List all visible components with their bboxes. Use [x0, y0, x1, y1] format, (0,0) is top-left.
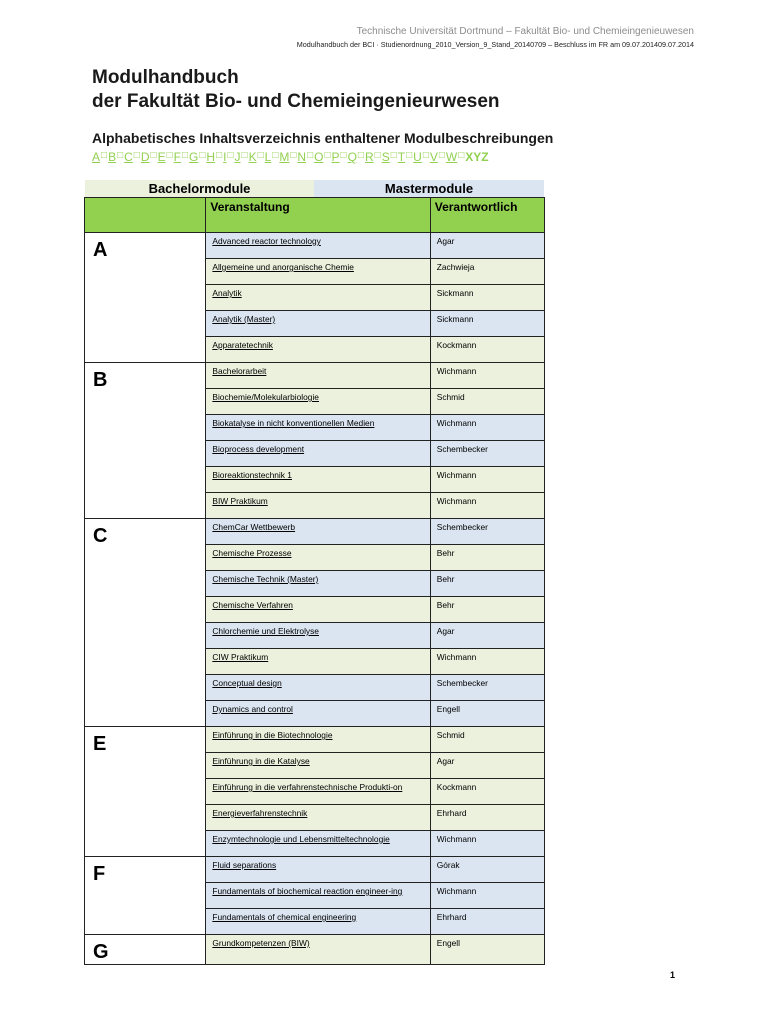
index-separator: □: [357, 150, 364, 161]
index-separator: □: [340, 150, 347, 161]
course-link[interactable]: Energieverfahrenstechnik: [212, 808, 308, 818]
index-letter-g[interactable]: G: [189, 150, 199, 164]
group-letter: B: [85, 363, 206, 519]
index-letter-b[interactable]: B: [108, 150, 117, 164]
index-letter-e[interactable]: E: [157, 150, 166, 164]
page-number: 1: [670, 970, 676, 980]
document-title: [92, 66, 500, 114]
course-link[interactable]: Bachelorarbeit: [212, 366, 267, 376]
course-link[interactable]: ChemCar Wettbewerb: [212, 522, 296, 532]
group-letter: E: [85, 727, 206, 857]
header-subline: Modulhandbuch der BCI · Studienordnung_2010_Version_9_Stand_20140709 – Beschluss im FR am 09.07.201409.07.2014: [296, 40, 694, 49]
course-cell: [206, 233, 430, 259]
index-letter-l[interactable]: L: [264, 150, 272, 164]
course-cell: [206, 675, 430, 701]
responsible-cell: Wichmann: [430, 649, 544, 675]
alphabet-index: [92, 150, 489, 164]
course-link[interactable]: Conceptual design: [212, 678, 282, 688]
course-link[interactable]: BIW Praktikum: [212, 496, 268, 506]
course-cell: [206, 441, 430, 467]
index-letter-c[interactable]: C: [124, 150, 133, 164]
responsible-cell: Kockmann: [430, 337, 544, 363]
title-line-2: der Fakultät Bio- und Chemieingenieurwesen: [92, 91, 500, 112]
responsible-cell: Zachwieja: [430, 259, 544, 285]
course-cell: [206, 753, 430, 779]
responsible-cell: Schmid: [430, 389, 544, 415]
course-cell: [206, 701, 430, 727]
index-letter-o[interactable]: O: [314, 150, 324, 164]
index-separator: □: [406, 150, 413, 161]
course-link[interactable]: Einführung in die Biotechnologie: [212, 730, 333, 740]
course-cell: [206, 909, 430, 935]
course-cell: [206, 285, 430, 311]
index-separator: □: [272, 150, 279, 161]
index-separator: □: [150, 150, 157, 161]
table-header-row: [85, 198, 545, 233]
course-link[interactable]: Biochemie/Molekularbiologie: [212, 392, 319, 402]
course-cell: [206, 805, 430, 831]
course-link[interactable]: Chlorchemie und Elektrolyse: [212, 626, 319, 636]
index-separator: □: [324, 150, 331, 161]
table-row: [85, 363, 545, 389]
course-link[interactable]: Enzymtechnologie und Lebensmitteltechnologie: [212, 834, 390, 844]
responsible-cell: Agar: [430, 623, 544, 649]
course-cell: [206, 649, 430, 675]
course-cell: [206, 415, 430, 441]
course-link[interactable]: Fluid separations: [212, 860, 277, 870]
index-separator: □: [227, 150, 234, 161]
index-separator: □: [438, 150, 445, 161]
responsible-cell: Wichmann: [430, 415, 544, 441]
index-letter-t[interactable]: T: [397, 150, 406, 164]
table-row: [85, 519, 545, 545]
header-responsible: Verantwortlich: [430, 198, 544, 233]
group-letter: F: [85, 857, 206, 935]
responsible-cell: Behr: [430, 597, 544, 623]
course-cell: [206, 831, 430, 857]
index-letter-f[interactable]: F: [173, 150, 181, 164]
course-link[interactable]: Biokatalyse in nicht konventionellen Medien: [212, 418, 375, 428]
course-link[interactable]: Analytik (Master): [212, 314, 276, 324]
responsible-cell: Engell: [430, 701, 544, 727]
index-letter-s[interactable]: S: [381, 150, 390, 164]
index-separator: □: [117, 150, 124, 161]
group-letter: A: [85, 233, 206, 363]
index-separator: □: [422, 150, 429, 161]
responsible-cell: Wichmann: [430, 363, 544, 389]
course-link[interactable]: Dynamics and control: [212, 704, 293, 714]
index-separator: □: [307, 150, 314, 161]
responsible-cell: Agar: [430, 753, 544, 779]
course-link[interactable]: Bioreaktionstechnik 1: [212, 470, 292, 480]
index-letter-p[interactable]: P: [331, 150, 340, 164]
course-cell: [206, 597, 430, 623]
table-row: [85, 857, 545, 883]
index-letter-m[interactable]: M: [279, 150, 290, 164]
table-row: [85, 935, 545, 965]
index-separator: □: [458, 150, 465, 161]
legend-master: Mastermodule: [314, 180, 544, 197]
course-cell: [206, 389, 430, 415]
course-cell: [206, 259, 430, 285]
responsible-cell: Kockmann: [430, 779, 544, 805]
index-separator: □: [166, 150, 173, 161]
index-separator: □: [390, 150, 397, 161]
index-heading: Alphabetisches Inhaltsverzeichnis enthaltener Modulbeschreibungen: [92, 130, 554, 146]
responsible-cell: Schembecker: [430, 441, 544, 467]
course-cell: [206, 623, 430, 649]
course-cell: [206, 311, 430, 337]
index-separator: □: [290, 150, 297, 161]
responsible-cell: Engell: [430, 935, 544, 965]
course-link[interactable]: Chemische Technik (Master): [212, 574, 319, 584]
index-separator: □: [216, 150, 223, 161]
course-link[interactable]: CIW Praktikum: [212, 652, 269, 662]
table-row: [85, 727, 545, 753]
course-link[interactable]: Analytik: [212, 288, 242, 298]
index-letter-i[interactable]: I: [223, 150, 227, 164]
responsible-cell: Agar: [430, 233, 544, 259]
responsible-cell: Sickmann: [430, 311, 544, 337]
responsible-cell: Wichmann: [430, 883, 544, 909]
course-cell: [206, 337, 430, 363]
responsible-cell: Ehrhard: [430, 909, 544, 935]
course-cell: [206, 571, 430, 597]
module-table: [84, 197, 545, 965]
responsible-cell: Wichmann: [430, 467, 544, 493]
course-cell: [206, 467, 430, 493]
course-link[interactable]: Allgemeine und anorganische Chemie: [212, 262, 354, 272]
index-letter-h[interactable]: H: [206, 150, 216, 164]
group-letter: C: [85, 519, 206, 727]
responsible-cell: Schmid: [430, 727, 544, 753]
course-cell: [206, 363, 430, 389]
course-cell: [206, 545, 430, 571]
responsible-cell: Wichmann: [430, 831, 544, 857]
course-link[interactable]: Advanced reactor technology: [212, 236, 321, 246]
index-letter-v[interactable]: V: [429, 150, 438, 164]
index-letter-a[interactable]: A: [92, 150, 101, 164]
responsible-cell: Wichmann: [430, 493, 544, 519]
course-link[interactable]: Chemische Verfahren: [212, 600, 293, 610]
course-cell: [206, 519, 430, 545]
course-link[interactable]: Einführung in die verfahrenstechnische Produkti-on: [212, 782, 403, 792]
course-link[interactable]: Fundamentals of chemical engineering: [212, 912, 357, 922]
group-letter: G: [85, 935, 206, 965]
index-letter-d[interactable]: D: [140, 150, 150, 164]
index-letter-r[interactable]: R: [364, 150, 374, 164]
index-separator: □: [374, 150, 381, 161]
table-row: [85, 233, 545, 259]
responsible-cell: Schembecker: [430, 519, 544, 545]
course-cell: [206, 883, 430, 909]
index-letter-n[interactable]: N: [297, 150, 307, 164]
course-link[interactable]: Fundamentals of biochemical reaction engineer-ing: [212, 886, 403, 896]
index-letter-u[interactable]: U: [413, 150, 422, 164]
responsible-cell: Górak: [430, 857, 544, 883]
index-separator: □: [181, 150, 189, 161]
index-separator: □: [241, 150, 248, 161]
legend: [85, 180, 544, 197]
index-letter-w[interactable]: W: [445, 150, 458, 164]
header-institution: Technische Universität Dortmund – Fakultät Bio- und Chemieingenieuwesen: [356, 26, 694, 37]
course-cell: [206, 493, 430, 519]
course-link[interactable]: Apparatetechnik: [212, 340, 273, 350]
title-line-1: Modulhandbuch: [92, 67, 239, 88]
index-separator: □: [257, 150, 264, 161]
legend-bachelor: Bachelormodule: [85, 180, 314, 197]
responsible-cell: Ehrhard: [430, 805, 544, 831]
course-link[interactable]: Grundkompetenzen (BIW): [212, 938, 310, 948]
course-cell: [206, 779, 430, 805]
index-letter-j[interactable]: J: [234, 150, 241, 164]
index-separator: □: [133, 150, 140, 161]
index-separator: □: [199, 150, 206, 161]
header-course: Veranstaltung: [206, 198, 430, 233]
course-cell: [206, 935, 430, 965]
responsible-cell: Behr: [430, 545, 544, 571]
course-cell: [206, 857, 430, 883]
responsible-cell: Schembecker: [430, 675, 544, 701]
responsible-cell: Sickmann: [430, 285, 544, 311]
header-letter-cell: [85, 198, 206, 233]
course-link[interactable]: Einführung in die Katalyse: [212, 756, 310, 766]
course-link[interactable]: Chemische Prozesse: [212, 548, 292, 558]
index-letter-k[interactable]: K: [248, 150, 257, 164]
course-link[interactable]: Bioprocess development: [212, 444, 305, 454]
index-letter-xyz[interactable]: XYZ: [465, 150, 489, 164]
responsible-cell: Behr: [430, 571, 544, 597]
index-separator: □: [101, 150, 108, 161]
index-letter-q[interactable]: Q: [347, 150, 357, 164]
table-body: [85, 233, 545, 965]
course-cell: [206, 727, 430, 753]
